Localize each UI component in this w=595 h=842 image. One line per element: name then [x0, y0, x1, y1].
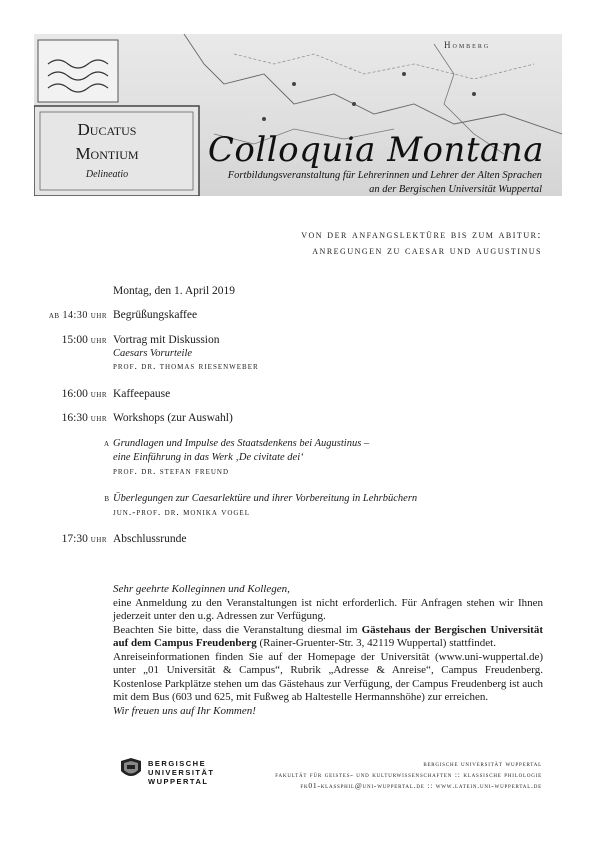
workshop-title-line-1: Grundlagen und Impulse des Staatsdenkens bei Augustinus – [113, 438, 370, 449]
venue-name: Gästehaus der Bergischen Universität auf dem Campus Freudenberg [113, 623, 543, 649]
talk-subtitle: Caesars Vorurteile [113, 348, 193, 359]
schedule-time: 15:00 uhr [61, 334, 107, 346]
speaker-name: prof. dr. stefan freund [113, 467, 230, 477]
topic-heading-line-1: von der anfangslektüre bis zum abitur: [301, 229, 542, 241]
schedule-item-title: Kaffeepause [113, 388, 171, 400]
schedule-item-title: Workshops (zur Auswahl) [113, 412, 233, 424]
cartouche-line-1: Ducatus [77, 120, 137, 139]
schedule-time: 17:30 uhr [61, 533, 107, 545]
map-label-homberg: Homberg [444, 40, 491, 50]
logo-text-line-1: BERGISCHE [148, 759, 207, 768]
topic-heading-line-2: anregungen zu caesar und augustinus [312, 245, 542, 257]
cartouche-line-2: Montium [75, 144, 139, 163]
footer-line-3: fk01-klassphil@uni-wuppertal.de :: www.latein.uni-wuppertal.de [300, 781, 542, 790]
invitation-letter [113, 583, 543, 718]
event-subtitle-line-2: an der Bergischen Universität Wuppertal [369, 184, 542, 195]
letter-closing: Wir freuen uns auf Ihr Kommen! [113, 704, 256, 717]
event-subtitle-line-1: Fortbildungsveranstaltung für Lehrerinnen und Lehrer der Alten Sprachen [227, 170, 542, 181]
footer-line-1: bergische universität wuppertal [423, 759, 542, 768]
schedule-item-title: Vortrag mit Diskussion [113, 334, 220, 346]
letter-paragraph-venue: Beachten Sie bitte, dass die Veranstaltung diesmal im Gästehaus der Bergischen Universität auf dem Campus Freudenberg (Rainer-Gruenter-Str. 3, 42119 Wuppertal) stattfindet. [113, 623, 543, 649]
event-title: Colloquia Montana [207, 130, 544, 170]
letter-paragraph: eine Anmeldung zu den Veranstaltungen ist nicht erforderlich. Für Anfragen stehen wir Ihnen jederzeit unter den u.g. Adressen zur Verfügung. [113, 596, 543, 622]
schedule-item-title: Begrüßungskaffee [113, 309, 198, 321]
workshop-letter: a [103, 438, 109, 449]
workshop-letter: b [104, 493, 109, 504]
event-date: Montag, den 1. April 2019 [113, 285, 236, 297]
speaker-name: jun.-prof. dr. monika vogel [113, 508, 250, 518]
workshop-title-line-2: eine Einführung in das Werk ‚De civitate dei‘ [113, 452, 304, 463]
schedule-item-title: Abschlussrunde [113, 533, 187, 545]
workshop-title-line-1: Überlegungen zur Caesarlektüre und ihrer Vorbereitung in Lehrbüchern [113, 493, 418, 504]
letter-paragraph: Anreiseinformationen finden Sie auf der Homepage der Universität (www.uni-wuppertal.de) unter „01 Universität & Campus“, Rubrik „Adresse & Anreise“, Campus Freudenberg. Kostenlose Parkplätze stehen um das Gästehaus zur Verfügung, der Campus Freudenberg ist auch mit dem Bus (603 und 625, mit Fußweg ab Haltestelle Hermannshöhe) zur erreichen. [113, 650, 544, 703]
university-crest-icon [119, 757, 143, 781]
letter-salutation: Sehr geehrte Kolleginnen und Kollegen, [113, 583, 290, 595]
schedule-time: ab 14:30 uhr [48, 310, 107, 321]
header-banner [34, 34, 562, 196]
footer-line-2: fakultät für geistes- und kulturwissenschaften :: klassische philologie [275, 770, 542, 779]
schedule-time: 16:30 uhr [61, 412, 107, 424]
schedule-time: 16:00 uhr [61, 388, 107, 400]
speaker-name: prof. dr. thomas riesenweber [113, 362, 259, 372]
logo-text-line-3: WUPPERTAL [148, 777, 209, 786]
logo-text-line-2: UNIVERSITÄT [148, 768, 215, 777]
cartouche-line-3: Delineatio [85, 169, 129, 180]
